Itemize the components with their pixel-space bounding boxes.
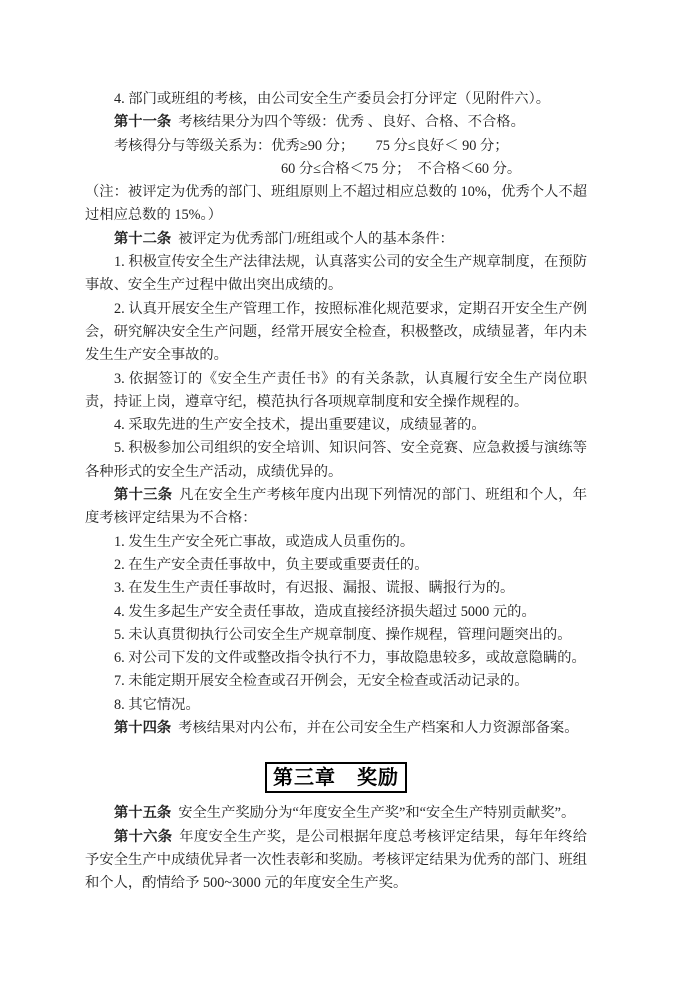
paragraph-text: 2. 在生产安全责任事故中，负主要或重要责任的。 bbox=[114, 556, 429, 573]
paragraph-text: 凡在安全生产考核年度内出现下列情况的部门、班组和个人，年度考核评定结果为不合格： bbox=[85, 487, 588, 527]
paragraph-text: （注：被评定为优秀的部门、班组原则上不超过相应总数的 10%，优秀个人不超过相应总数的 15%。） bbox=[85, 184, 587, 224]
document-content bbox=[85, 88, 587, 896]
article-paragraph bbox=[85, 826, 587, 896]
paragraph-text: 5. 未认真贯彻执行公司安全生产规章制度、操作规程，管理问题突出的。 bbox=[114, 626, 572, 643]
body-paragraph bbox=[85, 577, 587, 600]
body-paragraph bbox=[85, 601, 587, 624]
paragraph-text: 被评定为优秀部门/班组或个人的基本条件： bbox=[178, 230, 454, 247]
paragraph-text: 4. 部门或班组的考核，由公司安全生产委员会打分评定（见附件六）。 bbox=[114, 91, 551, 107]
paragraph-text: 4. 采取先进的生产安全技术，提出重要建议，成绩显著的。 bbox=[114, 417, 486, 434]
body-paragraph bbox=[85, 624, 587, 647]
paragraph-text: 8. 其它情况。 bbox=[114, 696, 200, 713]
body-paragraph bbox=[85, 414, 587, 437]
paragraph-text: 6. 对公司下发的文件或整改指令执行不力，事故隐患较多，或故意隐瞒的。 bbox=[114, 650, 586, 667]
body-paragraph bbox=[85, 298, 587, 368]
paragraph-text: 考核结果对内公布，并在公司安全生产档案和人力资源部备案。 bbox=[178, 720, 579, 737]
article-number: 第十五条 bbox=[114, 805, 172, 822]
paragraph-text: 考核得分与等级关系为：优秀≥90 分； 75 分≤良好＜ 90 分； bbox=[114, 137, 509, 154]
body-paragraph bbox=[85, 670, 587, 693]
paragraph-text: 安全生产奖励分为“年度安全生产奖”和“安全生产特别贡献奖”。 bbox=[178, 805, 576, 822]
article-number: 第十四条 bbox=[114, 720, 172, 737]
paragraph-text: 2. 认真开展安全生产管理工作，按照标准化规范要求，定期召开安全生产例会，研究解决安全生产问题，经常开展安全检查，积极整改，成绩显著，年内未发生生产安全事故的。 bbox=[85, 300, 587, 364]
body-paragraph bbox=[85, 251, 587, 298]
paragraph-text: 5. 积极参加公司组织的安全培训、知识问答、安全竞赛、应急救援与演练等各种形式的安全生产活动，成绩优异的。 bbox=[85, 440, 587, 480]
chapter-heading: 第三章 奖励 bbox=[265, 762, 407, 793]
paragraph-text: 3. 依据签订的《安全生产责任书》的有关条款，认真履行安全生产岗位职责，持证上岗，遵章守纪，模范执行各项规章制度和安全操作规程的。 bbox=[85, 370, 587, 410]
body-paragraph bbox=[85, 694, 587, 717]
body-paragraph bbox=[85, 88, 587, 111]
paragraph-text: 60 分≤合格＜75 分； 不合格＜60 分。 bbox=[281, 160, 522, 177]
article-number: 第十六条 bbox=[114, 828, 173, 845]
paragraph-text: 1. 发生生产安全死亡事故，或造成人员重伤的。 bbox=[114, 533, 415, 550]
body-paragraph bbox=[85, 158, 587, 181]
body-paragraph bbox=[85, 647, 587, 670]
body-paragraph bbox=[85, 554, 587, 577]
article-paragraph bbox=[85, 717, 587, 740]
body-paragraph bbox=[85, 437, 587, 484]
body-paragraph bbox=[85, 368, 587, 415]
note-paragraph bbox=[85, 181, 587, 228]
paragraph-text: 考核结果分为四个等级：优秀 、良好、合格、不合格。 bbox=[178, 114, 525, 131]
paragraph-text: 7. 未能定期开展安全检查或召开例会，无安全检查或活动记录的。 bbox=[114, 673, 529, 690]
body-paragraph bbox=[85, 135, 587, 158]
paragraph-text: 1. 积极宣传安全生产法律法规，认真落实公司的安全生产规章制度，在预防事故、安全生产过程中做出突出成绩的。 bbox=[85, 254, 587, 294]
article-paragraph bbox=[85, 228, 587, 251]
article-number: 第十二条 bbox=[114, 230, 172, 247]
chapter-heading-row bbox=[85, 762, 587, 793]
body-paragraph bbox=[85, 531, 587, 554]
article-number: 第十三条 bbox=[114, 487, 173, 504]
article-number: 第十一条 bbox=[114, 114, 172, 131]
article-paragraph bbox=[85, 111, 587, 134]
paragraph-text: 4. 发生多起生产安全责任事故，造成直接经济损失超过 5000 元的。 bbox=[114, 603, 536, 620]
article-paragraph bbox=[85, 484, 587, 531]
paragraph-text: 3. 在发生生产责任事故时，有迟报、漏报、谎报、瞒报行为的。 bbox=[114, 580, 515, 597]
paragraph-text: 年度安全生产奖，是公司根据年度总考核评定结果，每年年终给予安全生产中成绩优异者一次性表彰和奖励。考核评定结果为优秀的部门、班组和个人，酌情给予 500~3000 元的年度安全生产奖。 bbox=[85, 828, 588, 892]
article-paragraph bbox=[85, 802, 587, 825]
